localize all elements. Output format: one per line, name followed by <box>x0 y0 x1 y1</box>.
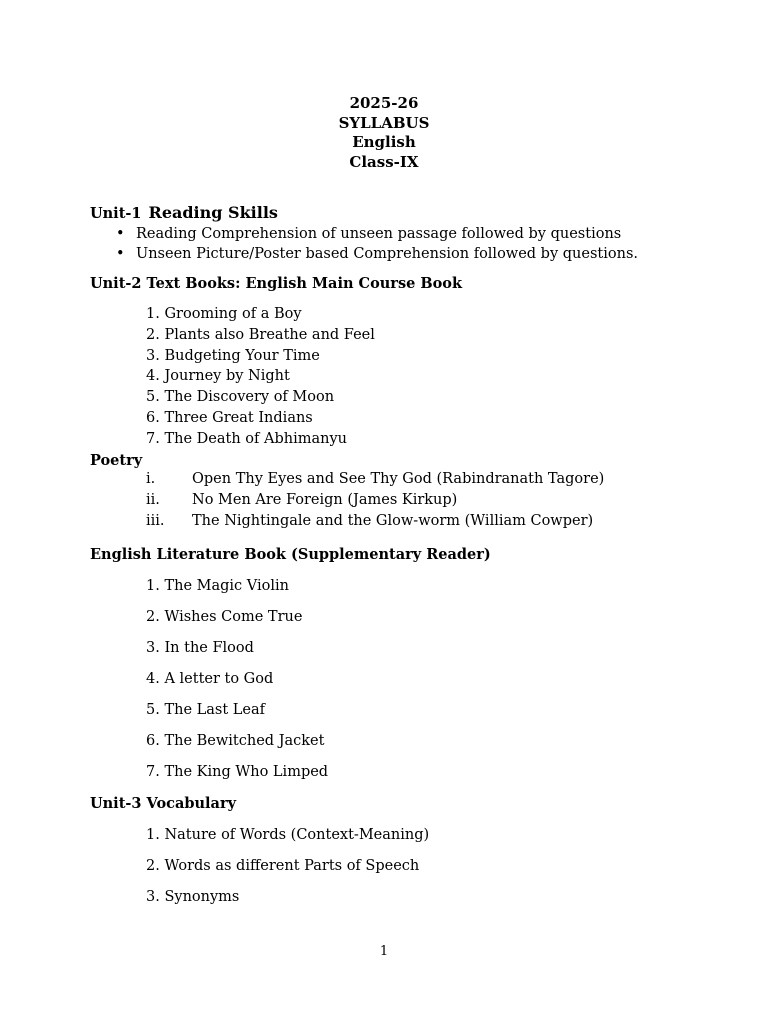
vocabulary-list <box>146 825 429 918</box>
list-item: 6. Three Great Indians <box>146 409 313 426</box>
list-item: 1. Grooming of a Boy <box>146 306 302 322</box>
list-item: 7. The Death of Abhimanyu <box>146 430 347 447</box>
unit1-label: Unit-1 <box>90 205 142 222</box>
list-item: • Unseen Picture/Poster based Comprehension followed by questions. <box>112 244 638 264</box>
list-item: 2. Plants also Breathe and Feel <box>146 326 375 343</box>
list-item: 6. The Bewitched Jacket <box>146 733 325 749</box>
class-name: Class-IX <box>349 153 419 172</box>
document-header <box>0 94 768 173</box>
list-item: 1. Nature of Words (Context-Meaning) <box>146 827 430 843</box>
list-item: 3. Budgeting Your Time <box>146 347 320 364</box>
list-item: 3. In the Flood <box>146 640 254 656</box>
list-item-number: ii. <box>146 492 160 508</box>
list-item: 3. Synonyms <box>146 889 240 905</box>
unit1-title: Reading Skills <box>148 203 278 222</box>
list-item: 4. A letter to God <box>146 671 274 687</box>
list-item: 4. Journey by Night <box>146 368 290 385</box>
page-number: 1 <box>379 944 389 959</box>
unit1-heading <box>90 203 278 224</box>
syllabus-title: SYLLABUS <box>338 113 430 132</box>
list-item-text: No Men Are Foreign (James Kirkup) <box>192 492 458 508</box>
unit2-heading: Unit-2 Text Books: English Main Course Book <box>90 275 463 292</box>
list-item: • Reading Comprehension of unseen passage followed by questions <box>112 224 638 244</box>
list-item: 2. Words as different Parts of Speech <box>146 858 420 874</box>
list-item: 5. The Discovery of Moon <box>146 389 335 406</box>
literature-heading: English Literature Book (Supplementary Reader) <box>90 546 491 563</box>
list-item: 2. Wishes Come True <box>146 609 303 625</box>
list-item-text: The Nightingale and the Glow-worm (William Cowper) <box>192 513 594 529</box>
syllabus-year: 2025-26 <box>349 94 419 112</box>
list-item: 1. The Magic Violin <box>146 578 289 594</box>
list-item: 7. The King Who Limped <box>146 764 329 780</box>
list-item-number: i. <box>146 471 156 487</box>
list-item-text: Open Thy Eyes and See Thy God (Rabindranath Tagore) <box>192 471 605 487</box>
poetry-heading: Poetry <box>90 452 143 469</box>
unit3-heading: Unit-3 Vocabulary <box>90 795 237 812</box>
subject-name: English <box>352 133 416 152</box>
literature-chapter-list <box>146 576 328 793</box>
list-item: 5. The Last Leaf <box>146 702 266 718</box>
unit1-bullet-list <box>112 224 638 264</box>
main-course-chapter-list <box>146 304 375 450</box>
list-item-number: iii. <box>146 513 165 529</box>
